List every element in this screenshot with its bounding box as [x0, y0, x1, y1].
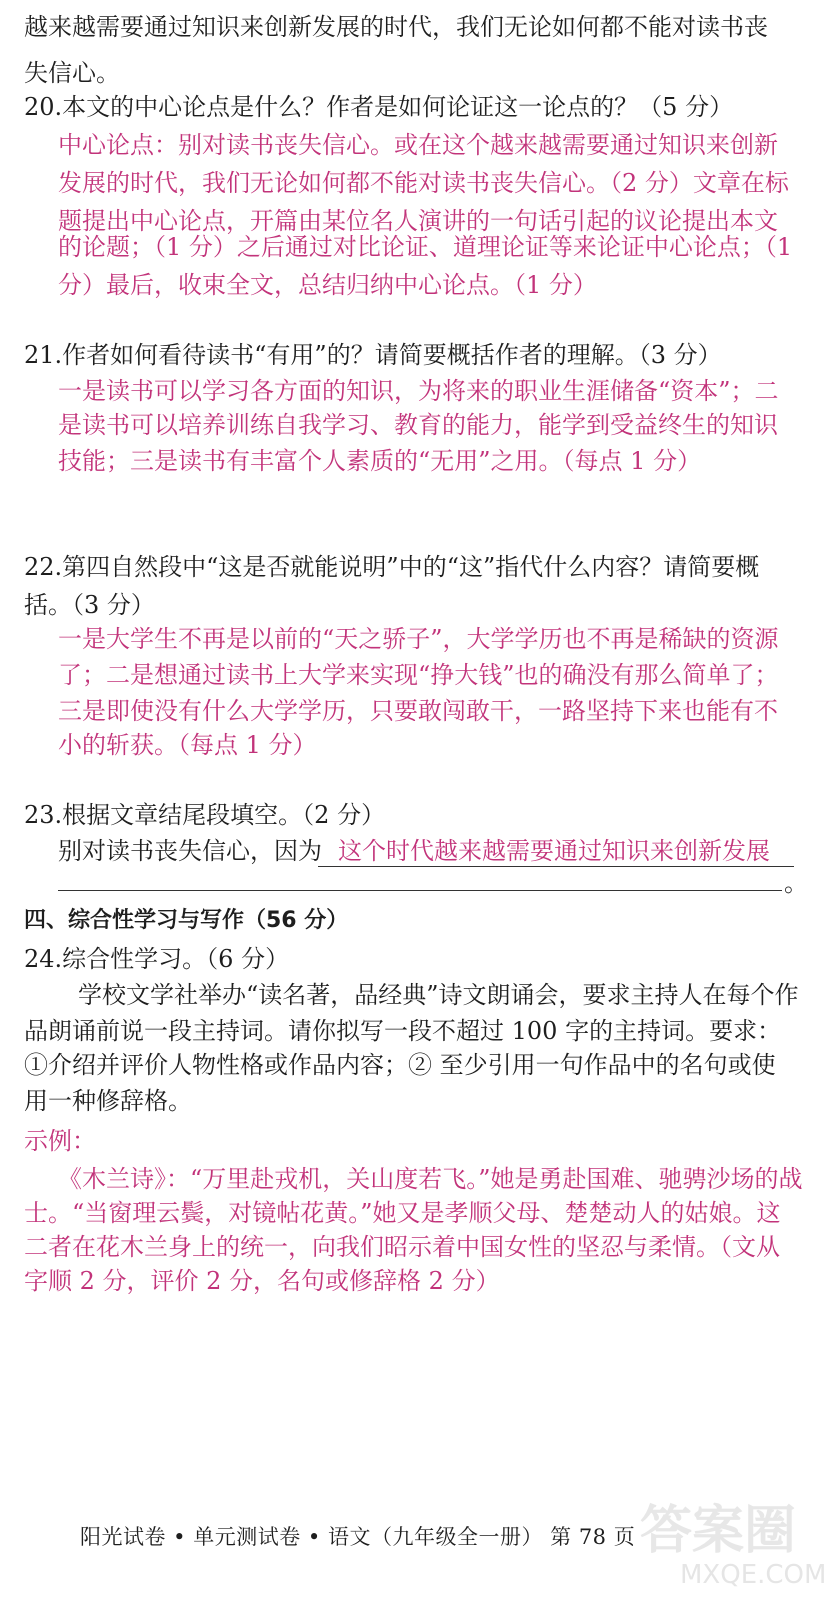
example-line: 《木兰诗》：“万里赴戎机，关山度若飞。”她是勇赴国难、驰骋沙场的战	[58, 1165, 803, 1193]
example-label: 示例：	[24, 1127, 96, 1155]
answer-22-line: 小的斩获。（每点 1 分）	[58, 731, 317, 759]
answer-21-line: 技能；三是读书有丰富个人素质的“无用”之用。（每点 1 分）	[58, 447, 702, 475]
answer-20-line: 分）最后，收束全文，总结归纳中心论点。（1 分）	[58, 271, 597, 299]
answer-20-line: 中心论点：别对读书丧失信心。或在这个越来越需要通过知识来创新	[58, 131, 778, 159]
answer-20-line: 的论题；（1 分）之后通过对比论证、道理论证等来论证中心论点；（1	[58, 233, 793, 261]
prompt-line: 学校文学社举办“读名著，品经典”诗文朗诵会，要求主持人在每个作	[78, 981, 799, 1009]
question-20: 20.本文的中心论点是什么？作者是如何论证这一论点的？（5 分）	[24, 93, 734, 121]
answer-22-line: 一是大学生不再是以前的“天之骄子”，大学学历也不再是稀缺的资源	[58, 625, 779, 653]
watermark-main: 答案圈	[640, 1501, 797, 1561]
example-line: 二者在花木兰身上的统一，向我们昭示着中国女性的坚忍与柔情。（文从	[24, 1233, 780, 1261]
blank-underline	[58, 890, 782, 891]
question-22-cont: 括。（3 分）	[24, 591, 155, 619]
answer-20-line: 题提出中心论点，开篇由某位名人演讲的一句话引起的议论提出本文	[58, 207, 778, 235]
answer-20-line: 发展的时代，我们无论如何都不能对读书丧失信心。（2 分）文章在标	[58, 169, 789, 197]
text-line: 越来越需要通过知识来创新发展的时代，我们无论如何都不能对读书丧	[24, 13, 768, 41]
page-footer: 阳光试卷 • 单元测试卷 • 语文（九年级全一册） 第 78 页	[80, 1525, 636, 1549]
answer-22-line: 了；二是想通过读书上大学来实现“挣大钱”也的确没有那么简单了；	[58, 661, 779, 689]
question-23: 23.根据文章结尾段填空。（2 分）	[24, 801, 386, 829]
example-line: 字顺 2 分，评价 2 分，名句或修辞格 2 分）	[24, 1267, 500, 1295]
question-24: 24.综合性学习。（6 分）	[24, 945, 290, 973]
blank-underline	[318, 866, 794, 867]
watermark-url: MXQE.COM	[680, 1560, 827, 1590]
prompt-line: 用一种修辞格。	[24, 1087, 192, 1115]
fill-answer: 这个时代越来越需要通过知识来创新发展	[338, 837, 770, 865]
prompt-line: 品朗诵前说一段主持词。请你拟写一段不超过 100 字的主持词。要求：	[24, 1017, 782, 1045]
question-22: 22.第四自然段中“这是否就能说明”中的“这”指代什么内容？请简要概	[24, 553, 760, 581]
answer-21-line: 是读书可以培养训练自我学习、教育的能力，能学到受益终生的知识	[58, 411, 778, 439]
prompt-line: ①介绍并评价人物性格或作品内容；② 至少引用一句作品中的名句或使	[24, 1051, 776, 1079]
watermark-logo	[640, 1488, 830, 1598]
text-line: 失信心。	[24, 59, 120, 87]
answer-22-line: 三是即使没有什么大学学历，只要敢闯敢干，一路坚持下来也能有不	[58, 697, 778, 725]
example-line: 士。“当窗理云鬓，对镜帖花黄。”她又是孝顺父母、楚楚动人的姑娘。这	[24, 1199, 781, 1227]
period-mark: 。	[784, 869, 808, 897]
section-heading: 四、综合性学习与写作（56 分）	[24, 908, 349, 933]
question-21: 21.作者如何看待读书“有用”的？请简要概括作者的理解。（3 分）	[24, 341, 722, 369]
answer-21-line: 一是读书可以学习各方面的知识，为将来的职业生涯储备“资本”；二	[58, 377, 779, 405]
fill-prompt: 别对读书丧失信心，因为	[58, 837, 322, 865]
